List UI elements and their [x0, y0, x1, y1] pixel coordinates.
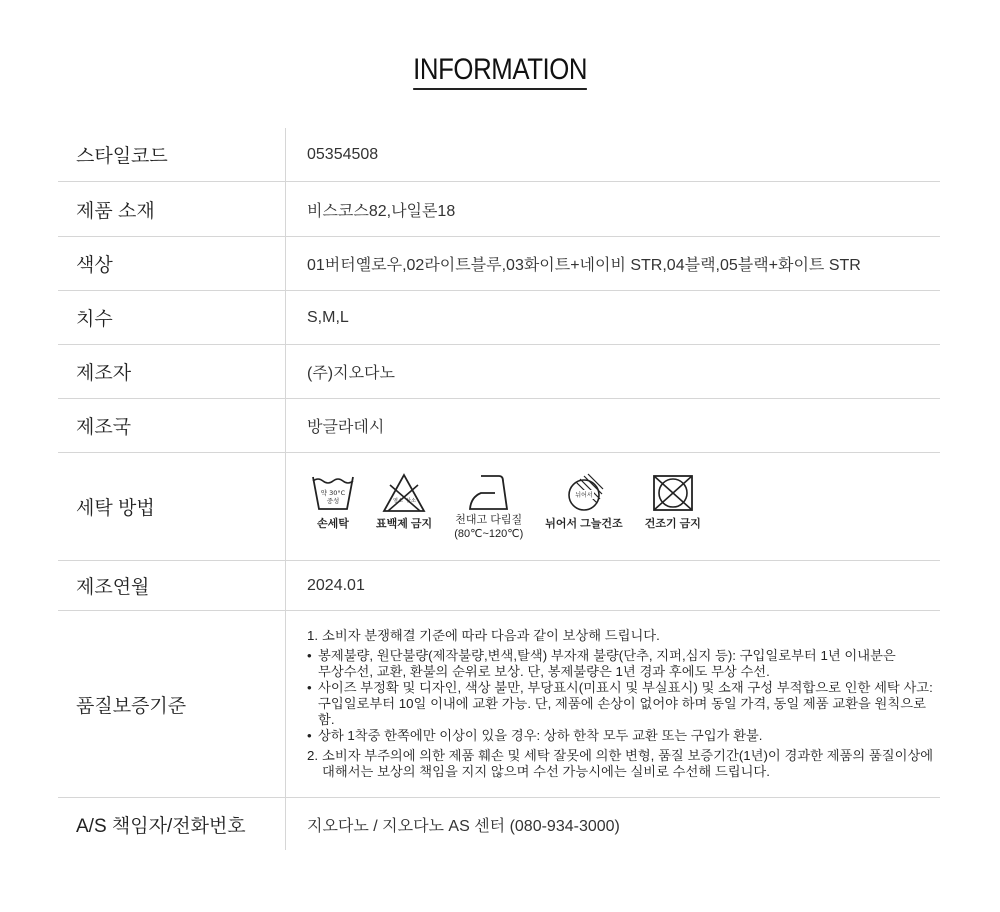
table-row — [58, 345, 940, 399]
row-value: S,M,L — [286, 291, 941, 345]
table-row — [58, 182, 940, 237]
row-label: A/S 책임자/전화번호 — [58, 798, 286, 851]
bullet-item — [307, 680, 940, 696]
bullet-item — [307, 728, 940, 744]
care-item — [376, 473, 432, 531]
table-row — [58, 798, 940, 851]
row-label: 스타일코드 — [58, 128, 286, 182]
row-label: 치수 — [58, 291, 286, 345]
row-value: 01버터옐로우,02라이트블루,03화이트+네이비 STR,04블랙,05블랙+화이트 STR — [286, 237, 941, 291]
table-row — [58, 611, 940, 798]
item-text: 소비자 부주의에 의한 제품 훼손 및 세탁 잘못에 의한 변형, 품질 보증기간(1년)이 경과한 제품의 품질이상에 — [322, 748, 934, 763]
row-label: 품질보증기준 — [58, 611, 286, 798]
table-row — [58, 128, 940, 182]
flat-text: 뉘어서 — [575, 491, 593, 499]
care-icons — [307, 473, 940, 541]
care-item — [645, 473, 701, 531]
numbered-item — [307, 628, 940, 644]
table-row — [58, 399, 940, 453]
care-caption: 뉘어서 그늘건조 — [545, 517, 623, 530]
care-item — [312, 473, 354, 531]
bullet-item — [307, 648, 940, 664]
bullet-dot: • — [307, 728, 312, 743]
bullet-text-cont: 구입일로부터 10일 이내에 교환 가능. 단, 제품에 손상이 없어야 하며 동일 가격, 동일 제품 교환을 원칙으로 함. — [318, 696, 926, 727]
row-label: 제품 소재 — [58, 182, 286, 237]
table-row — [58, 237, 940, 291]
iron-icon — [467, 473, 511, 513]
bullet-text: 사이즈 부정확 및 디자인, 색상 불만, 부당표시(미표시 및 부실표시) 및 소재 구성 부적합으로 인한 세탁 사고: — [318, 680, 933, 695]
care-caption: 건조기 금지 — [644, 517, 701, 530]
table-row — [58, 561, 940, 611]
bullet-text-cont: 무상수선, 교환, 환불의 순위로 보상. 단, 봉제불량은 1년 경과 후에도 무상 수선. — [318, 664, 770, 679]
product-info-table — [58, 128, 940, 850]
row-value: 비스코스82,나일론18 — [286, 182, 941, 237]
row-label: 제조자 — [58, 345, 286, 399]
no-bleach-icon — [382, 473, 426, 513]
row-label: 제조연월 — [58, 561, 286, 611]
item-number: 1. — [307, 628, 319, 643]
table-row — [58, 291, 940, 345]
care-caption-temp: (80℃~120℃) — [454, 527, 524, 540]
bullet-dot: • — [307, 680, 312, 695]
numbered-item — [307, 748, 940, 764]
page-title: INFORMATION — [413, 52, 587, 90]
row-value: 지오다노 / 지오다노 AS 센터 (080-934-3000) — [307, 817, 620, 835]
item-text: 소비자 분쟁해결 기준에 따라 다음과 같이 보상해 드립니다. — [322, 628, 660, 643]
bullet-text: 봉제불량, 원단불량(제작불량,변색,탈색) 부자재 불량(단추, 지퍼,심지 등): 구입일로부터 1년 이내분은 — [318, 648, 896, 663]
header — [0, 52, 1000, 90]
shade-dry-flat-icon — [562, 473, 606, 513]
care-caption: 천대고 다림질 — [455, 513, 523, 526]
care-item — [545, 473, 622, 531]
chlorine-text: 염소 — [393, 497, 403, 504]
row-value: 05354508 — [286, 128, 941, 182]
care-caption: 손세탁 — [317, 517, 349, 530]
no-tumble-dry-icon — [651, 473, 695, 513]
care-item — [454, 473, 523, 541]
item-text-cont: 대해서는 보상의 책임을 지지 않으며 수선 가능시에는 실비로 수선해 드립니다. — [322, 764, 770, 779]
bullet-dot: • — [307, 648, 312, 663]
row-label: 색상 — [58, 237, 286, 291]
quality-standard — [286, 611, 941, 798]
table-row — [58, 453, 940, 561]
row-label: 세탁 방법 — [58, 453, 286, 561]
care-instructions — [286, 453, 941, 561]
care-caption: 표백제 금지 — [376, 517, 433, 530]
row-value: 2024.01 — [286, 561, 941, 611]
hand-wash-icon — [312, 473, 354, 513]
quality-text — [307, 624, 940, 784]
row-value: (주)지오다노 — [286, 345, 941, 399]
row-label: 제조국 — [58, 399, 286, 453]
wash-temp-text: 약 30°C — [320, 488, 346, 497]
oxygen-text: 산소 — [406, 497, 416, 504]
row-value: 방글라데시 — [286, 399, 941, 453]
wash-detergent-text: 중성 — [326, 496, 340, 505]
bullet-text: 상하 1착중 한쪽에만 이상이 있을 경우: 상하 한착 모두 교환 또는 구입가 환불. — [318, 728, 763, 743]
item-number: 2. — [307, 748, 319, 763]
